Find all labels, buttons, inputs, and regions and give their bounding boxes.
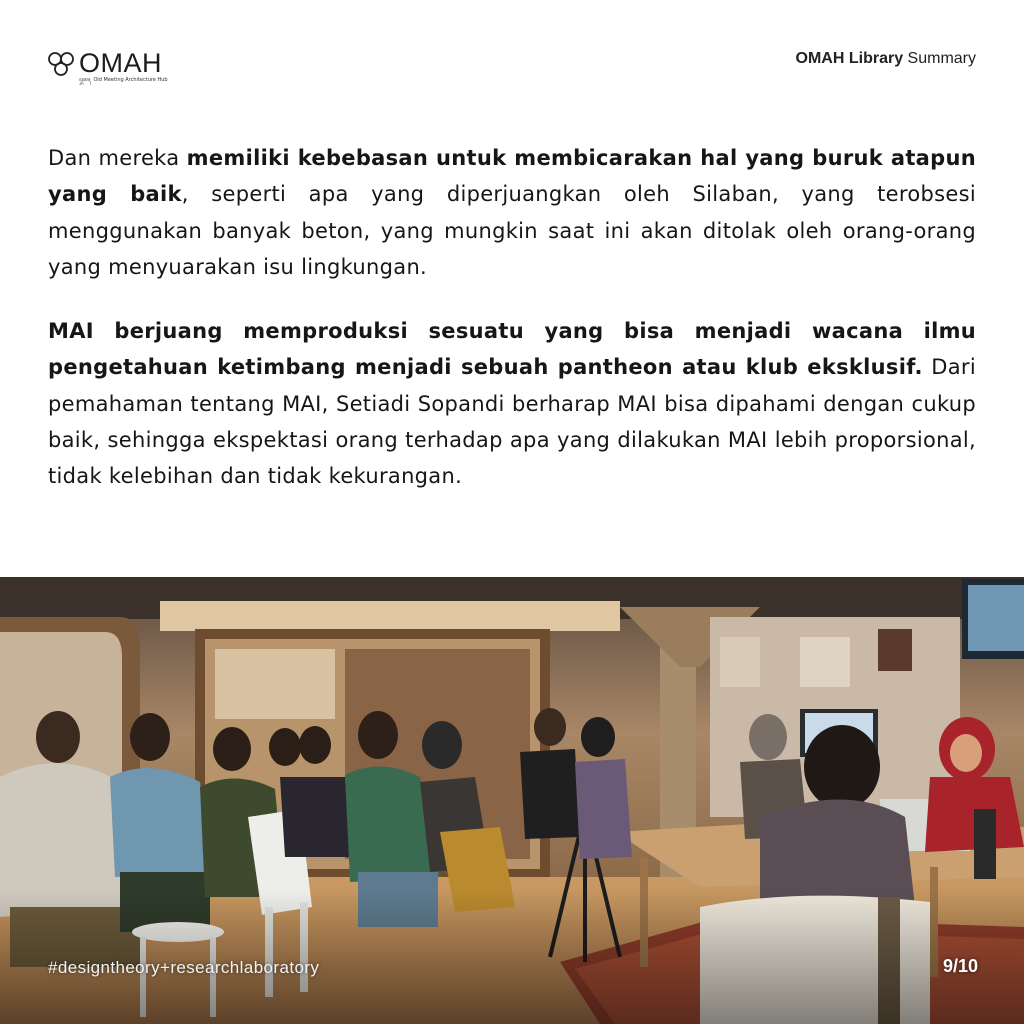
- header-title-rest: Summary: [903, 50, 976, 67]
- p2-bold-1: MAI berjuang memproduksi sesuatu yang bisa menjadi wacana ilmu pengetahuan ketimbang menjadi sebuah pantheon atau klub eksklusif.: [48, 319, 976, 380]
- paragraph-2: [48, 313, 976, 494]
- event-photo-illustration: [0, 577, 1024, 1024]
- logo-script: ꦎꦩꦃ: [79, 77, 91, 83]
- omah-logo: [46, 48, 186, 88]
- logo-wordmark: OMAH: [79, 48, 162, 78]
- header-title-bold: OMAH Library: [795, 50, 904, 67]
- event-photo: [0, 577, 1024, 1024]
- paragraph-1: [48, 140, 976, 285]
- p1-bold-1: memiliki kebebasan untuk membicarakan hal yang buruk atapun yang baik: [48, 146, 976, 207]
- logo-tagline: [79, 77, 168, 83]
- hashtag-caption: #designtheory+researchlaboratory: [48, 958, 320, 977]
- omah-logo-icon: [46, 50, 76, 76]
- p1-text-1: Dan mereka: [48, 146, 187, 170]
- p1-text-2: , seperti apa yang diperjuangkan oleh Silaban, yang terobsesi menggunakan banyak beton, yang mungkin saat ini akan ditolak oleh orang-orang yang menyuarakan isu lingkungan.: [48, 182, 976, 279]
- p2-text-1: Dari pemahaman tentang MAI, Setiadi Sopandi berharap MAI bisa dipahami dengan cukup baik, sehingga ekspektasi orang terhadap apa yang dilakukan MAI lebih proporsional, tidak kelebihan dan tidak kekurangan.: [48, 355, 976, 489]
- page-header-title: [796, 49, 976, 69]
- page-number: 9/10: [942, 956, 978, 976]
- logo-tagline-text: Old Meeting Architecture Hub: [93, 77, 168, 83]
